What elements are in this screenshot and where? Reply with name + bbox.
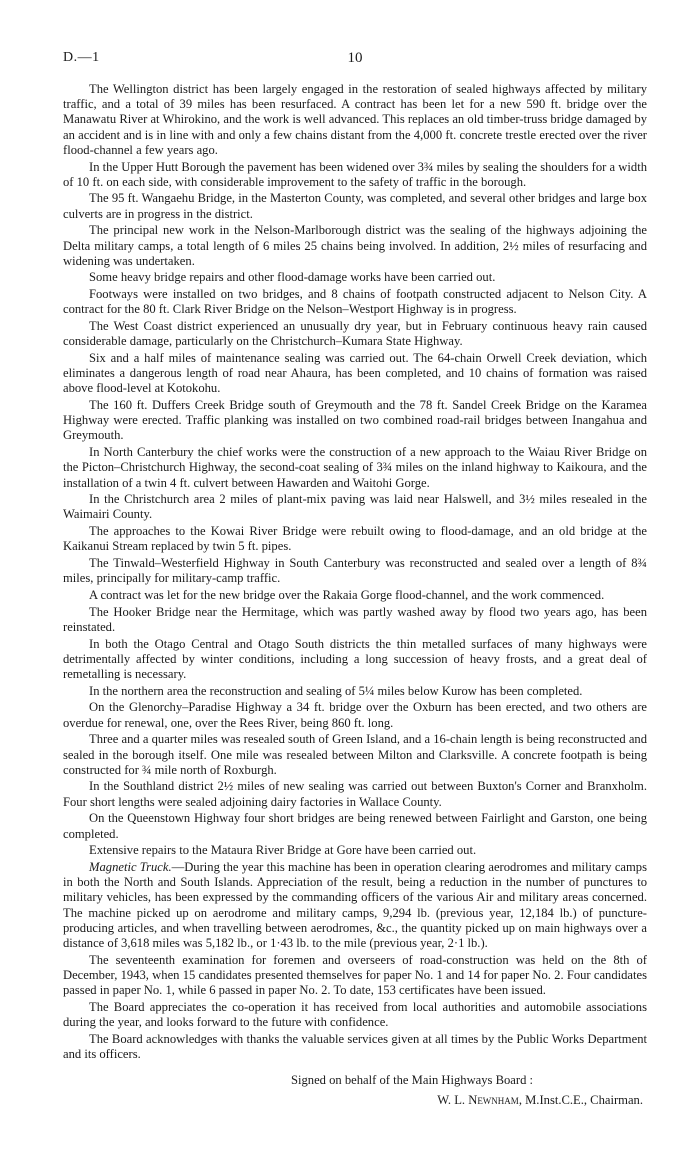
paragraph: The Hooker Bridge near the Hermitage, which was partly washed away by flood two years ago, has been reinstated.	[63, 604, 647, 634]
paragraph: In the Southland district 2½ miles of new sealing was carried out between Buxton's Corner and Branxholm. Four short lengths were sealed adjoining dairy factories in Wallace County.	[63, 779, 647, 809]
paragraph: The Board acknowledges with thanks the valuable services given at all times by the Public Works Department and its officers.	[63, 1031, 647, 1061]
paragraph: Six and a half miles of maintenance sealing was carried out. The 64-chain Orwell Creek deviation, which eliminates a dangerous length of road near Ahaura, has been completed, and 10 chains of formation was raised above flood-level at Kotokohu.	[63, 350, 647, 396]
magnetic-truck-paragraph	[63, 860, 647, 951]
magnetic-truck-text: —During the year this machine has been in operation clearing aerodromes and military camps in both the North and South Islands. Appreciation of the result, being a reduction in the number of punctures to military vehicles, has been expressed by the commanding officers of the various Air and military areas concerned. The machine picked up on aerodrome and military camps, 9,294 lb. (previous year, 12,184 lb.) of puncture-producing articles, and when travelling between aerodromes, &c., the quantity picked up on main highways over a distance of 3,618 miles was 5,182 lb., or 1·43 lb. to the mile (previous year, 2·1 lb.).	[63, 859, 647, 950]
paragraph: Footways were installed on two bridges, and 8 chains of footpath constructed adjacent to Nelson City. A contract for the 80 ft. Clark River Bridge on the Nelson–Westport Highway is in progress.	[63, 287, 647, 317]
paragraph: In both the Otago Central and Otago South districts the thin metalled surfaces of many highways were detrimentally affected by winter conditions, including a long succession of heavy frosts, and a great deal of remetalling is necessary.	[63, 636, 647, 682]
paragraph: The Tinwald–Westerfield Highway in South Canterbury was reconstructed and sealed over a length of 8¾ miles, principally for military-camp traffic.	[63, 556, 647, 586]
paragraph: The 95 ft. Wangaehu Bridge, in the Masterton County, was completed, and several other bridges and large box culverts are in progress in the district.	[63, 191, 647, 221]
paragraph: On the Glenorchy–Paradise Highway a 34 ft. bridge over the Oxburn has been erected, and two others are overdue for renewal, one, over the Rees River, being 860 ft. long.	[63, 700, 647, 730]
signatory-name: Newnham	[468, 1093, 519, 1108]
paragraph: The 160 ft. Duffers Creek Bridge south of Greymouth and the 78 ft. Sandel Creek Bridge on the Karamea Highway were erected. Traffic planking was installed on two combined road-rail bridges between Inangahua and Greymouth.	[63, 398, 647, 443]
signatory-credentials: , M.Inst.C.E., Chairman.	[518, 1093, 643, 1108]
paragraph: In the Upper Hutt Borough the pavement has been widened over 3¾ miles by sealing the shoulders for a width of 10 ft. on each side, with considerable improvement to the safety of traffic in the borough.	[63, 159, 647, 189]
paragraph: The West Coast district experienced an unusually dry year, but in February continuous heavy rain caused considerable damage, particularly on the Christchurch–Kumara State Highway.	[63, 319, 647, 349]
paragraph: Some heavy bridge repairs and other flood-damage works have been carried out.	[89, 270, 496, 285]
paragraph: Extensive repairs to the Mataura River Bridge at Gore have been carried out.	[89, 843, 477, 858]
paragraph: The Board appreciates the co-operation it has received from local authorities and automobile associations during the year, and looks forward to the future with confidence.	[63, 999, 647, 1029]
paragraph: In the Christchurch area 2 miles of plant-mix paving was laid near Halswell, and 3½ miles resealed in the Waimairi County.	[63, 492, 647, 522]
page-number: 10	[347, 50, 363, 66]
document-reference: D.—1	[63, 50, 100, 65]
paragraph: A contract was let for the new bridge over the Rakaia Gorge flood-channel, and the work commenced.	[89, 588, 605, 602]
signatory-initials: W. L.	[437, 1093, 466, 1108]
magnetic-truck-heading: Magnetic Truck.	[89, 859, 172, 874]
paragraph: In North Canterbury the chief works were the construction of a new approach to the Waiau River Bridge on the Picton–Christchurch Highway, the second-coat sealing of 3¾ miles on the inland highway to Kaikoura, and the installation of a twin 4 ft. culvert between Hawarden and Waitohi Gorge.	[63, 445, 647, 490]
paragraph: The principal new work in the Nelson-Marlborough district was the sealing of the highways adjoining the Delta military camps, a total length of 6 miles 25 chains being involved. In addition, 2½ miles of resurfacing and widening was undertaken.	[63, 223, 647, 268]
paragraph: The Wellington district has been largely engaged in the restoration of sealed highways affected by military traffic, and a total of 39 miles has been resurfaced. A contract has been let for a new 590 ft. bridge over the Manawatu River at Whirokino, and the work is well advanced. This replaces an old timber-truss bridge damaged by an accident and is in line with and only a few chains distant from the 4,000 ft. concrete trestle erected over the river flood-channel a few years ago.	[63, 82, 647, 157]
paragraph: The seventeenth examination for foremen and overseers of road-construction was held on the 8th of December, 1943, when 15 candidates presented themselves for paper No. 1 and 14 for paper No. 2. Four candidates passed in paper No. 1, while 6 passed in paper No. 2. To date, 153 certificates have been issued.	[63, 952, 647, 998]
paragraph: The approaches to the Kowai River Bridge were rebuilt owing to flood-damage, and an old bridge at the Kaikanui Stream replaced by twin 5 ft. pipes.	[63, 524, 647, 554]
page	[63, 50, 647, 1108]
paragraph: Three and a quarter miles was resealed south of Green Island, and a 16-chain length is being reconstructed and sealed in the borough itself. One mile was resealed between Milton and Clarksville. A concrete footpath is being constructed for ¾ mile north of Roxburgh.	[63, 732, 647, 777]
signature-intro: Signed on behalf of the Main Highways Board :	[291, 1073, 534, 1088]
paragraph: On the Queenstown Highway four short bridges are being renewed between Fairlight and Garston, one being completed.	[63, 811, 647, 841]
signatory	[63, 1092, 647, 1108]
document-body	[63, 82, 647, 1062]
signature-block	[63, 1072, 647, 1108]
page-header	[63, 50, 647, 80]
paragraph: In the northern area the reconstruction and sealing of 5¼ miles below Kurow has been completed.	[89, 683, 583, 698]
